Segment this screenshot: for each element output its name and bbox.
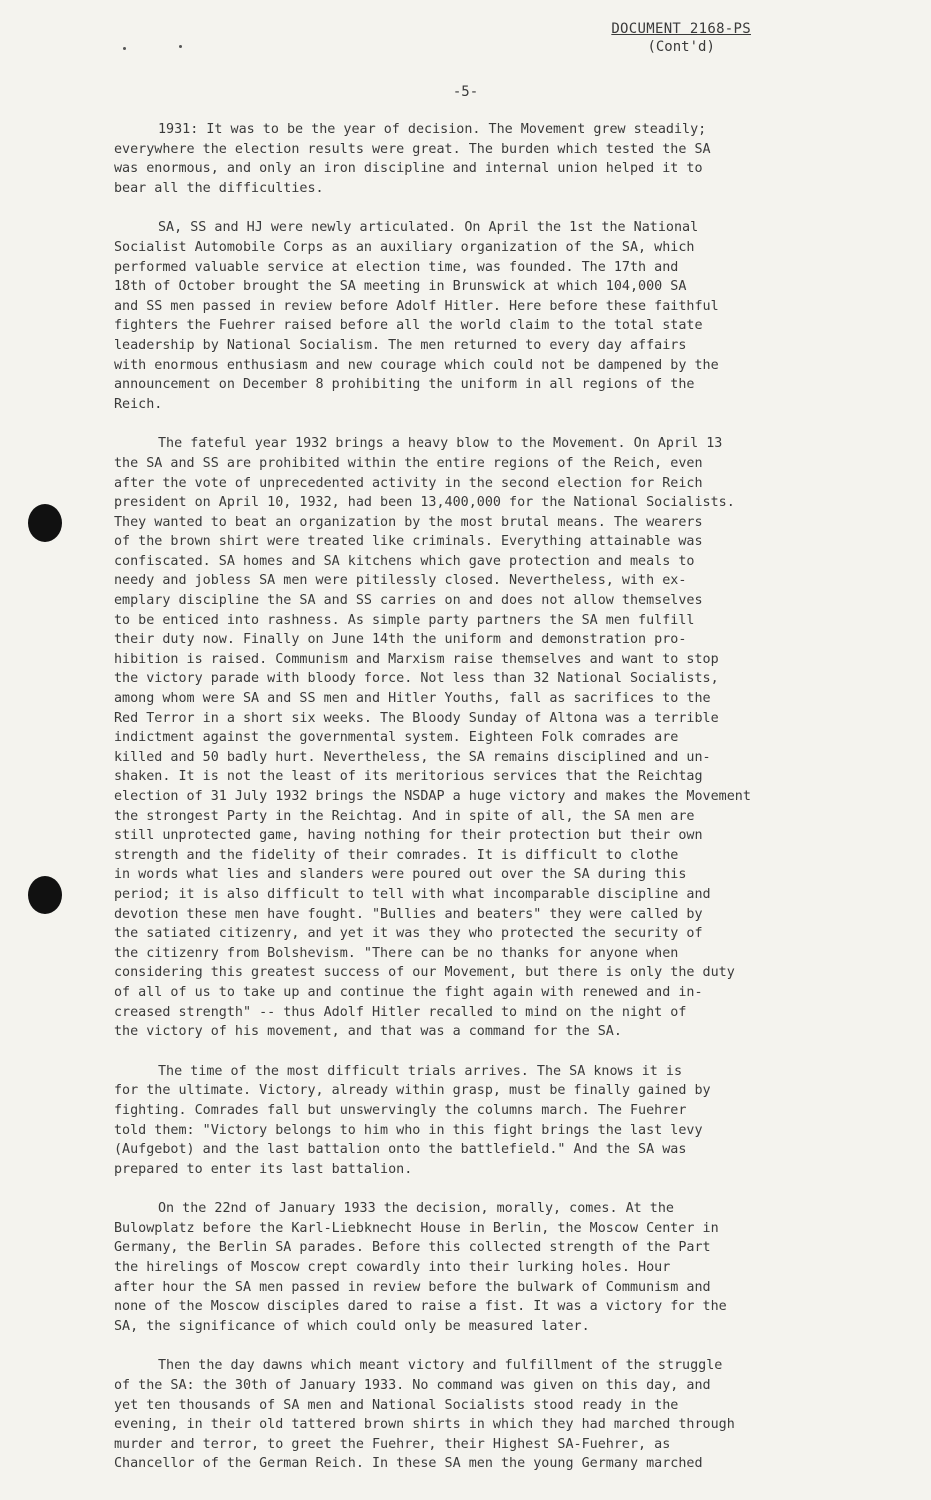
stray-mark [179,45,182,48]
paragraph-january-30: Then the day dawns which meant victory and fulfillment of the struggle of the SA: the 30th of January 1933. No command was given on this day, and yet ten thousands of SA men and National Socialists stood ready in the evening, in their old tattered brown shirts in which they had marched through murder and terror, to greet the Fuehrer, their Highest SA-Fuehrer, as Chancellor of the German Reich. In these SA men the young Germany marched [114,1358,735,1472]
paragraph-january-22: On the 22nd of January 1933 the decision, morally, comes. At the Bulowplatz before the Karl-Liebknecht House in Berlin, the Moscow Center in Germany, the Berlin SA parades. Before this collected strength of the Part the hirelings of Moscow crept cowardly into their lurking holes. Hour after hour the SA men passed in review before the bulwark of Communism and none of the Moscow disciples dared to raise a fist. It was a victory for the SA, the significance of which could only be measured later. [114,1201,727,1334]
document-number: DOCUMENT 2168-PS [611,21,751,37]
paragraph-1931: 1931: It was to be the year of decision. The Movement grew steadily; everywhere the election results were great. The burden which tested the SA was enormous, and only an iron discipline and internal union helped it to bear all the difficulties. [114,122,711,196]
punch-hole-bottom [28,876,62,914]
document-body [114,120,874,1494]
document-header [611,20,751,56]
paragraph-1932: The fateful year 1932 brings a heavy blow to the Movement. On April 13 the SA and SS are prohibited within the entire regions of the Reich, even after the vote of unprecedented activity in the second election for Reich president on April 10, 1932, had been 13,400,000 for the National Socialists. They wanted to beat an organization by the most brutal means. The wearers of the brown shirt were treated like criminals. Everything attainable was confiscated. SA homes and SA kitchens which gave protection and meals to needy and jobless SA men were pitilessly closed. Nevertheless, with ex- emplary discipline the SA and SS carries on and does not allow themselves to be enticed into rashness. As simple party partners the SA men fulfill their duty now. Finally on June 14th the uniform and demonstration pro- hibition is raised. Communism and Marxism raise themselves and want to stop the victory parade with bloody force. Not less than 32 National Socialists, among whom were SA and SS men and Hitler Youths, fall as sacrifices to the Red Terror in a short six weeks. The Bloody Sunday of Altona was a terrible indictment against the governmental system. Eighteen Folk comrades are killed and 50 badly hurt. Nevertheless, the SA remains disciplined and un- shaken. It is not the least of its meritorious services that the Reichtag election of 31 July 1932 brings the NSDAP a huge victory and makes the Movement the strongest Party in the Reichtag. And in spite of all, the SA men are still unprotected game, having nothing for their protection but their own strength and the fidelity of their comrades. It is difficult to clothe in words what lies and slanders were poured out over the SA during this period; it is also difficult to tell with what incomparable discipline and devotion these men have fought. "Bullies and beaters" they were called by the satiated citizenry, and yet it was they who protected the security of the citizenry from Bolshevism. "There can be no thanks for anyone when considering this greatest success of our Movement, but there is only the duty of all of us to take up and continue the fight again with renewed and in- creased strength" -- thus Adolf Hitler recalled to mind on the night of the victory of his movement, and that was a command for the SA. [114,436,751,1040]
continuation-label: (Cont'd) [647,39,715,55]
paragraph-trials: The time of the most difficult trials arrives. The SA knows it is for the ultimate. Victory, already within grasp, must be finally gained by fighting. Comrades fall but unswervingly the columns march. The Fuehrer told them: "Victory belongs to him who in this fight brings the last levy (Aufgebot) and the last battalion onto the battlefield." And the SA was prepared to enter its last battalion. [114,1063,711,1177]
punch-hole-top [28,504,62,542]
page-number: -5- [452,84,479,100]
stray-mark [123,47,126,50]
paragraph-organizations: SA, SS and HJ were newly articulated. On April the 1st the National Socialist Automobile Corps as an auxiliary organization of the SA, which performed valuable service at election time, was founded. The 17th and 18th of October brought the SA meeting in Brunswick at which 104,000 SA and SS men passed in review before Adolf Hitler. Here before these faithful fighters the Fuehrer raised before all the world claim to the total state leadership by National Socialism. The men returned to every day affairs with enormous enthusiasm and new courage which could not be dampened by the announcement on December 8 prohibiting the uniform in all regions of the Reich. [114,220,719,412]
